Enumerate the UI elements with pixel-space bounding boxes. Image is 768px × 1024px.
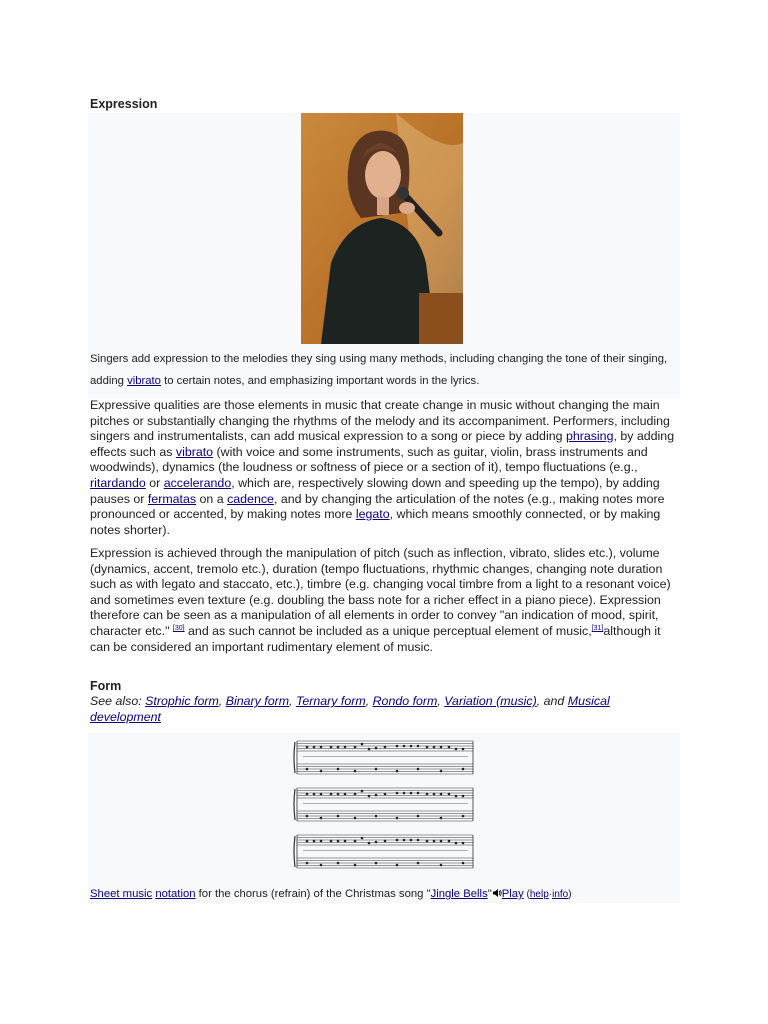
text: , and by changing the articulation of the notes (e.g., making notes more pronounced or accented, by making notes more	[90, 491, 665, 522]
help-info	[524, 889, 572, 900]
text: Expressive qualities are those elements in music that create change in music without changing the main pitches or substantially changing the rhythms of the melody and its accompaniment. Performers, including singers and instrumentalists, can add musical expression to a song or piece by adding	[90, 398, 670, 444]
text: or	[145, 475, 164, 490]
text: although it can be considered an important rudimentary element of music.	[90, 623, 661, 654]
reference-31[interactable]: [31]	[591, 624, 604, 632]
text: ,	[289, 694, 296, 708]
link-vibrato[interactable]: vibrato	[127, 375, 161, 387]
link-phrasing[interactable]: phrasing	[565, 429, 614, 444]
caption-text: Singers add expression to the melodies they sing using many methods, including changing the tone of their singing, adding	[90, 353, 668, 387]
see-also-note	[90, 694, 680, 725]
figure-sheet-music	[88, 733, 680, 903]
text: Expression is achieved through the manipulation of pitch (such as inflection, vibrato, slides etc.), volume (dynamics, accent, tremolo etc.), duration (tempo fluctuations, rhythmic changes, changing note duration such as with legato and staccato, etc.), timbre (e.g. changing vocal timbre from a light to a resonant voice) and sometimes even texture (e.g. doubling the bass note for a richer effect in a piano piece). Expression therefore can be seen as a manipulation of all elements in order to convey "an indication of mood, spirit, character etc."	[90, 546, 671, 638]
figure-caption-singer	[90, 348, 678, 392]
link-notation[interactable]: notation	[155, 888, 196, 900]
link-play[interactable]: Play	[501, 888, 524, 900]
link-fermatas[interactable]: fermatas	[147, 491, 197, 506]
link-accelerando[interactable]: accelerando	[163, 475, 232, 490]
link-jingle-bells[interactable]: Jingle Bells	[430, 888, 488, 900]
text: (with voice and some instruments, such as guitar, violin, brass instruments and woodwinds), dynamics (the loudness or softness of piece or a section of it), tempo fluctuations (e.g.,	[90, 444, 648, 475]
text: )	[568, 889, 572, 900]
text: ,	[218, 694, 226, 708]
caption-text: to certain notes, and emphasizing important words in the lyrics.	[160, 375, 480, 387]
link-rondo-form[interactable]: Rondo form	[372, 694, 438, 708]
link-ritardando[interactable]: ritardando	[90, 475, 146, 490]
link-help[interactable]: help	[529, 889, 549, 900]
figure-caption-sheet-music	[90, 884, 678, 905]
link-strophic-form[interactable]: Strophic form	[145, 694, 219, 708]
text: , which are, respectively slowing down and speeding up the tempo), by adding pauses or	[90, 475, 660, 506]
link-vibrato[interactable]: vibrato	[175, 444, 214, 459]
link-variation-music[interactable]: Variation (music)	[444, 694, 537, 708]
link-musical-development[interactable]: Musical development	[90, 694, 610, 724]
text: "	[487, 888, 492, 900]
text: and as such cannot be included as a unique perceptual element of music,	[184, 623, 592, 638]
section-heading-form: Form	[90, 679, 122, 693]
text: See also:	[90, 694, 146, 708]
link-cadence[interactable]: cadence	[227, 491, 274, 506]
link-info[interactable]: info	[552, 889, 569, 900]
speaker-icon[interactable]	[492, 888, 502, 898]
text: for the chorus (refrain) of the Christmas song "	[195, 888, 431, 900]
text: on a	[196, 491, 228, 506]
link-sheet-music[interactable]: Sheet music	[90, 888, 153, 900]
link-legato[interactable]: legato	[355, 507, 390, 522]
link-ternary-form[interactable]: Ternary form	[295, 694, 366, 708]
sheet-music-image	[293, 738, 475, 878]
figure-singer	[88, 113, 680, 398]
paragraph-expressive-qualities	[90, 398, 680, 538]
paragraph-expression-achieved	[90, 546, 680, 655]
text: ,	[437, 694, 445, 708]
text: ,	[365, 694, 373, 708]
singer-photo	[301, 113, 463, 344]
text: , by adding effects such as	[90, 429, 675, 459]
text: (	[523, 889, 530, 900]
section-heading-expression: Expression	[90, 97, 158, 111]
reference-30[interactable]: [30]	[172, 624, 185, 632]
text: , and	[536, 694, 568, 708]
link-binary-form[interactable]: Binary form	[225, 694, 290, 708]
text: , which means smoothly connected, or by making notes shorter).	[90, 507, 661, 537]
text: ·	[548, 889, 553, 900]
